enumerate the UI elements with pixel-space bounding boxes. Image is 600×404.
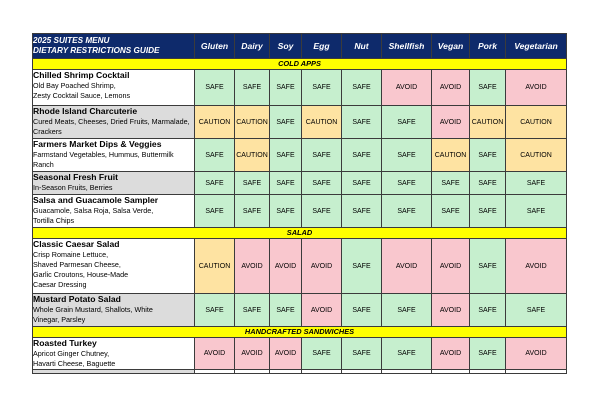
status-cell-empty [506, 370, 567, 374]
menu-item-row [33, 172, 567, 195]
status-cell-safe: SAFE [432, 195, 470, 228]
item-description: Caesar Dressing [33, 280, 87, 289]
menu-item-row [33, 294, 567, 327]
menu-item-row [33, 139, 567, 172]
menu-title-line2: DIETARY RESTRICTIONS GUIDE [33, 46, 160, 55]
status-cell-avoid: AVOID [432, 106, 470, 139]
menu-item-row [33, 370, 567, 374]
item-description: Apricot Ginger Chutney, [33, 349, 110, 358]
status-cell-safe: SAFE [470, 294, 506, 327]
item-description: Crisp Romaine Lettuce, [33, 250, 109, 259]
status-cell-safe: SAFE [302, 195, 342, 228]
menu-item-row [33, 195, 567, 228]
status-cell-safe: SAFE [195, 172, 235, 195]
status-cell-avoid: AVOID [382, 70, 432, 106]
status-cell-avoid: AVOID [302, 294, 342, 327]
col-vegan: Vegan [432, 34, 470, 59]
status-cell-empty [342, 370, 382, 374]
status-cell-empty [432, 370, 470, 374]
menu-item-row [33, 338, 567, 370]
menu-item-cell [33, 370, 195, 374]
status-cell-caution: CAUTION [195, 239, 235, 294]
status-cell-avoid: AVOID [302, 239, 342, 294]
status-cell-safe: SAFE [270, 195, 302, 228]
status-cell-safe: SAFE [195, 294, 235, 327]
item-description: Cured Meats, Cheeses, Dried Fruits, Marmalade, [33, 117, 190, 126]
status-cell-avoid: AVOID [195, 338, 235, 370]
item-name: Rhode Island Charcuterie [33, 106, 138, 116]
menu-item-cell [33, 338, 195, 370]
status-cell-avoid: AVOID [235, 338, 270, 370]
item-description: Shaved Parmesan Cheese, [33, 260, 121, 269]
item-name: Chilled Shrimp Cocktail [33, 70, 130, 80]
status-cell-caution: CAUTION [195, 106, 235, 139]
status-cell-safe: SAFE [382, 106, 432, 139]
status-cell-safe: SAFE [302, 70, 342, 106]
col-egg: Egg [302, 34, 342, 59]
status-cell-empty [382, 370, 432, 374]
col-dairy: Dairy [235, 34, 270, 59]
status-cell-safe: SAFE [235, 294, 270, 327]
status-cell-safe: SAFE [470, 195, 506, 228]
status-cell-avoid: AVOID [432, 239, 470, 294]
item-description: Crackers [33, 127, 62, 136]
status-cell-avoid: AVOID [506, 338, 567, 370]
status-cell-safe: SAFE [270, 172, 302, 195]
status-cell-safe: SAFE [302, 172, 342, 195]
section-label: COLD APPS [33, 59, 567, 70]
status-cell-caution: CAUTION [506, 139, 567, 172]
status-cell-safe: SAFE [342, 294, 382, 327]
col-gluten: Gluten [195, 34, 235, 59]
item-name: Seasonal Fresh Fruit [33, 172, 119, 182]
status-cell-safe: SAFE [470, 70, 506, 106]
menu-item-cell [33, 139, 195, 172]
item-name: Salsa and Guacamole Sampler [33, 195, 159, 205]
status-cell-safe: SAFE [382, 338, 432, 370]
status-cell-safe: SAFE [342, 172, 382, 195]
status-cell-safe: SAFE [235, 70, 270, 106]
status-cell-safe: SAFE [270, 70, 302, 106]
menu-item-cell [33, 172, 195, 195]
item-name: Roasted Turkey [33, 338, 97, 348]
status-cell-safe: SAFE [506, 294, 567, 327]
item-description: Tortilla Chips [33, 216, 75, 225]
status-cell-safe: SAFE [382, 139, 432, 172]
item-description: Havarti Cheese, Baguette [33, 359, 116, 368]
status-cell-empty [302, 370, 342, 374]
item-description: Guacamole, Salsa Roja, Salsa Verde, [33, 206, 154, 215]
status-cell-safe: SAFE [342, 195, 382, 228]
menu-item-cell [33, 106, 195, 139]
status-cell-safe: SAFE [302, 139, 342, 172]
section-label: SALAD [33, 228, 567, 239]
status-cell-empty [235, 370, 270, 374]
menu-item-row [33, 239, 567, 294]
status-cell-safe: SAFE [342, 338, 382, 370]
status-cell-caution: CAUTION [235, 139, 270, 172]
header-row [33, 34, 567, 59]
status-cell-caution: CAUTION [235, 106, 270, 139]
item-description: Ranch [33, 160, 54, 169]
status-cell-safe: SAFE [270, 139, 302, 172]
status-cell-safe: SAFE [342, 139, 382, 172]
menu-item-row [33, 70, 567, 106]
col-shellfish: Shellfish [382, 34, 432, 59]
menu-item-cell [33, 195, 195, 228]
status-cell-safe: SAFE [506, 172, 567, 195]
col-vegetarian: Vegetarian [506, 34, 567, 59]
col-soy: Soy [270, 34, 302, 59]
status-cell-safe: SAFE [382, 172, 432, 195]
status-cell-avoid: AVOID [432, 338, 470, 370]
item-description: In-Season Fruits, Berries [33, 183, 113, 192]
status-cell-safe: SAFE [270, 294, 302, 327]
guide-body [33, 59, 567, 374]
item-description: Garlic Croutons, House-Made [33, 270, 129, 279]
status-cell-avoid: AVOID [506, 239, 567, 294]
status-cell-avoid: AVOID [432, 70, 470, 106]
menu-item-cell [33, 294, 195, 327]
item-description: Zesty Cocktail Sauce, Lemons [33, 91, 131, 100]
status-cell-avoid: AVOID [506, 70, 567, 106]
status-cell-safe: SAFE [506, 195, 567, 228]
status-cell-safe: SAFE [432, 172, 470, 195]
status-cell-safe: SAFE [195, 139, 235, 172]
menu-title-line1: 2025 SUITES MENU [33, 36, 110, 45]
section-label: HANDCRAFTED SANDWICHES [33, 327, 567, 338]
status-cell-safe: SAFE [470, 139, 506, 172]
status-cell-avoid: AVOID [270, 239, 302, 294]
item-name: Mustard Potato Salad [33, 294, 121, 304]
col-pork: Pork [470, 34, 506, 59]
status-cell-avoid: AVOID [235, 239, 270, 294]
status-cell-safe: SAFE [382, 195, 432, 228]
dietary-guide-table [32, 33, 567, 374]
status-cell-safe: SAFE [195, 195, 235, 228]
status-cell-safe: SAFE [342, 239, 382, 294]
menu-item-cell [33, 70, 195, 106]
item-description: Farmstand Vegetables, Hummus, Buttermilk [33, 150, 174, 159]
status-cell-caution: CAUTION [302, 106, 342, 139]
status-cell-caution: CAUTION [432, 139, 470, 172]
item-description: Vinegar, Parsley [33, 315, 86, 324]
status-cell-avoid: AVOID [270, 338, 302, 370]
status-cell-safe: SAFE [302, 338, 342, 370]
menu-item-cell [33, 239, 195, 294]
status-cell-empty [470, 370, 506, 374]
status-cell-safe: SAFE [470, 172, 506, 195]
status-cell-safe: SAFE [470, 239, 506, 294]
status-cell-empty [270, 370, 302, 374]
status-cell-safe: SAFE [235, 195, 270, 228]
item-description: Old Bay Poached Shrimp, [33, 81, 116, 90]
status-cell-safe: SAFE [382, 294, 432, 327]
section-header [33, 228, 567, 239]
item-name: Classic Caesar Salad [33, 239, 120, 249]
status-cell-caution: CAUTION [506, 106, 567, 139]
status-cell-safe: SAFE [195, 70, 235, 106]
item-description: Whole Grain Mustard, Shallots, White [33, 305, 153, 314]
status-cell-caution: CAUTION [470, 106, 506, 139]
status-cell-safe: SAFE [235, 172, 270, 195]
status-cell-avoid: AVOID [382, 239, 432, 294]
item-name: Farmers Market Dips & Veggies [33, 139, 162, 149]
menu-title [33, 34, 195, 59]
section-header [33, 59, 567, 70]
status-cell-safe: SAFE [342, 106, 382, 139]
status-cell-avoid: AVOID [432, 294, 470, 327]
status-cell-safe: SAFE [470, 338, 506, 370]
menu-item-row [33, 106, 567, 139]
status-cell-empty [195, 370, 235, 374]
section-header [33, 327, 567, 338]
col-nut: Nut [342, 34, 382, 59]
status-cell-safe: SAFE [270, 106, 302, 139]
status-cell-safe: SAFE [342, 70, 382, 106]
